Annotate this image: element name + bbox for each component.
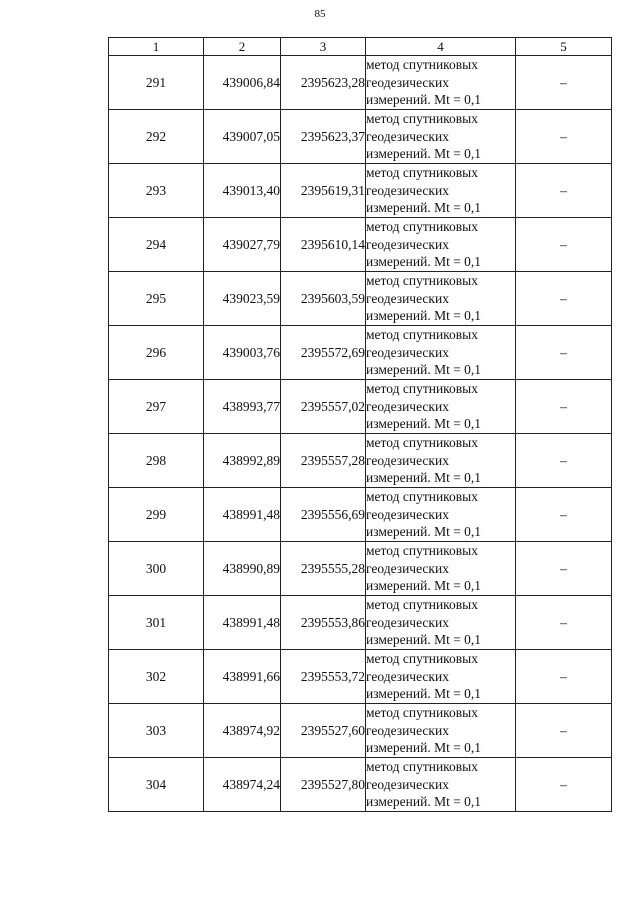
- point-number: 304: [109, 758, 204, 812]
- method-description: [366, 56, 516, 110]
- coordinate-y: 2395623,37: [281, 110, 366, 164]
- method-line-1: метод спутниковых: [366, 57, 478, 73]
- note-dash: –: [516, 758, 612, 812]
- method-line-1: метод спутниковых: [366, 489, 478, 505]
- table-row: [109, 758, 612, 812]
- method-line-2: геодезических: [366, 236, 449, 252]
- table-row: [109, 704, 612, 758]
- note-dash: –: [516, 434, 612, 488]
- method-description: [366, 596, 516, 650]
- method-line-2: геодезических: [366, 506, 449, 522]
- table-row: [109, 326, 612, 380]
- method-line-3: измерений. Mt = 0,1: [366, 254, 482, 270]
- point-number: 303: [109, 704, 204, 758]
- coordinate-y: 2395557,28: [281, 434, 366, 488]
- table-row: [109, 596, 612, 650]
- method-line-2: геодезических: [366, 668, 449, 684]
- coordinate-y: 2395610,14: [281, 218, 366, 272]
- coordinate-y: 2395555,28: [281, 542, 366, 596]
- note-dash: –: [516, 326, 612, 380]
- method-line-3: измерений. Mt = 0,1: [366, 308, 482, 324]
- note-dash: –: [516, 596, 612, 650]
- header-col-5: 5: [516, 38, 612, 56]
- coordinate-x: 438990,89: [204, 542, 281, 596]
- point-number: 293: [109, 164, 204, 218]
- coordinate-x: 439013,40: [204, 164, 281, 218]
- method-description: [366, 650, 516, 704]
- method-line-3: измерений. Mt = 0,1: [366, 200, 482, 216]
- method-line-1: метод спутниковых: [366, 111, 478, 127]
- method-description: [366, 704, 516, 758]
- point-number: 291: [109, 56, 204, 110]
- method-line-3: измерений. Mt = 0,1: [366, 146, 482, 162]
- note-dash: –: [516, 542, 612, 596]
- method-description: [366, 218, 516, 272]
- method-line-2: геодезических: [366, 776, 449, 792]
- method-description: [366, 326, 516, 380]
- coordinate-x: 439027,79: [204, 218, 281, 272]
- table-row: [109, 380, 612, 434]
- method-line-1: метод спутниковых: [366, 759, 478, 775]
- coordinate-x: 438992,89: [204, 434, 281, 488]
- coordinate-y: 2395553,72: [281, 650, 366, 704]
- coordinate-y: 2395623,28: [281, 56, 366, 110]
- method-line-3: измерений. Mt = 0,1: [366, 470, 482, 486]
- coordinate-y: 2395619,31: [281, 164, 366, 218]
- method-description: [366, 272, 516, 326]
- method-description: [366, 110, 516, 164]
- method-line-1: метод спутниковых: [366, 705, 478, 721]
- coordinate-x: 439003,76: [204, 326, 281, 380]
- method-line-2: геодезических: [366, 722, 449, 738]
- method-line-2: геодезических: [366, 614, 449, 630]
- method-line-3: измерений. Mt = 0,1: [366, 362, 482, 378]
- note-dash: –: [516, 488, 612, 542]
- coordinate-y: 2395572,69: [281, 326, 366, 380]
- point-number: 298: [109, 434, 204, 488]
- method-line-3: измерений. Mt = 0,1: [366, 92, 482, 108]
- method-line-2: геодезических: [366, 452, 449, 468]
- note-dash: –: [516, 164, 612, 218]
- coordinate-y: 2395557,02: [281, 380, 366, 434]
- method-line-1: метод спутниковых: [366, 381, 478, 397]
- point-number: 292: [109, 110, 204, 164]
- method-line-2: геодезических: [366, 182, 449, 198]
- method-description: [366, 380, 516, 434]
- method-line-1: метод спутниковых: [366, 435, 478, 451]
- method-line-3: измерений. Mt = 0,1: [366, 740, 482, 756]
- note-dash: –: [516, 272, 612, 326]
- header-col-2: 2: [204, 38, 281, 56]
- note-dash: –: [516, 110, 612, 164]
- method-line-2: геодезических: [366, 128, 449, 144]
- table-row: [109, 164, 612, 218]
- coordinate-x: 438974,24: [204, 758, 281, 812]
- page-number: 85: [314, 8, 326, 20]
- method-line-1: метод спутниковых: [366, 219, 478, 235]
- point-number: 294: [109, 218, 204, 272]
- method-line-2: геодезических: [366, 74, 449, 90]
- method-line-1: метод спутниковых: [366, 651, 478, 667]
- coordinate-y: 2395527,60: [281, 704, 366, 758]
- note-dash: –: [516, 650, 612, 704]
- coordinate-x: 439006,84: [204, 56, 281, 110]
- point-number: 299: [109, 488, 204, 542]
- point-number: 295: [109, 272, 204, 326]
- coordinate-x: 438991,48: [204, 596, 281, 650]
- table-row: [109, 542, 612, 596]
- method-line-3: измерений. Mt = 0,1: [366, 794, 482, 810]
- header-col-1: 1: [109, 38, 204, 56]
- coordinate-x: 438993,77: [204, 380, 281, 434]
- table-row: [109, 272, 612, 326]
- method-description: [366, 164, 516, 218]
- coordinate-y: 2395556,69: [281, 488, 366, 542]
- method-line-3: измерений. Mt = 0,1: [366, 686, 482, 702]
- method-line-3: измерений. Mt = 0,1: [366, 416, 482, 432]
- table-row: [109, 56, 612, 110]
- coordinate-x: 438991,66: [204, 650, 281, 704]
- point-number: 296: [109, 326, 204, 380]
- note-dash: –: [516, 380, 612, 434]
- coordinate-x: 438974,92: [204, 704, 281, 758]
- header-col-4: 4: [366, 38, 516, 56]
- table-row: [109, 218, 612, 272]
- coordinate-x: 439007,05: [204, 110, 281, 164]
- method-line-1: метод спутниковых: [366, 597, 478, 613]
- point-number: 302: [109, 650, 204, 704]
- point-number: 300: [109, 542, 204, 596]
- method-line-3: измерений. Mt = 0,1: [366, 524, 482, 540]
- header-col-3: 3: [281, 38, 366, 56]
- method-description: [366, 542, 516, 596]
- method-description: [366, 434, 516, 488]
- note-dash: –: [516, 704, 612, 758]
- method-line-3: измерений. Mt = 0,1: [366, 578, 482, 594]
- point-number: 301: [109, 596, 204, 650]
- table-row: [109, 434, 612, 488]
- coordinate-y: 2395527,80: [281, 758, 366, 812]
- method-description: [366, 488, 516, 542]
- coordinate-y: 2395553,86: [281, 596, 366, 650]
- method-line-2: геодезических: [366, 290, 449, 306]
- method-line-2: геодезических: [366, 398, 449, 414]
- method-line-1: метод спутниковых: [366, 543, 478, 559]
- point-number: 297: [109, 380, 204, 434]
- coordinate-x: 439023,59: [204, 272, 281, 326]
- table-row: [109, 110, 612, 164]
- note-dash: –: [516, 56, 612, 110]
- table-body: [109, 56, 612, 812]
- coordinate-y: 2395603,59: [281, 272, 366, 326]
- method-description: [366, 758, 516, 812]
- method-line-2: геодезических: [366, 560, 449, 576]
- method-line-1: метод спутниковых: [366, 273, 478, 289]
- table-row: [109, 488, 612, 542]
- coordinates-table: [108, 37, 612, 812]
- note-dash: –: [516, 218, 612, 272]
- method-line-1: метод спутниковых: [366, 165, 478, 181]
- method-line-2: геодезических: [366, 344, 449, 360]
- coordinate-x: 438991,48: [204, 488, 281, 542]
- table-row: [109, 650, 612, 704]
- table-header-row: [109, 38, 612, 56]
- method-line-3: измерений. Mt = 0,1: [366, 632, 482, 648]
- method-line-1: метод спутниковых: [366, 327, 478, 343]
